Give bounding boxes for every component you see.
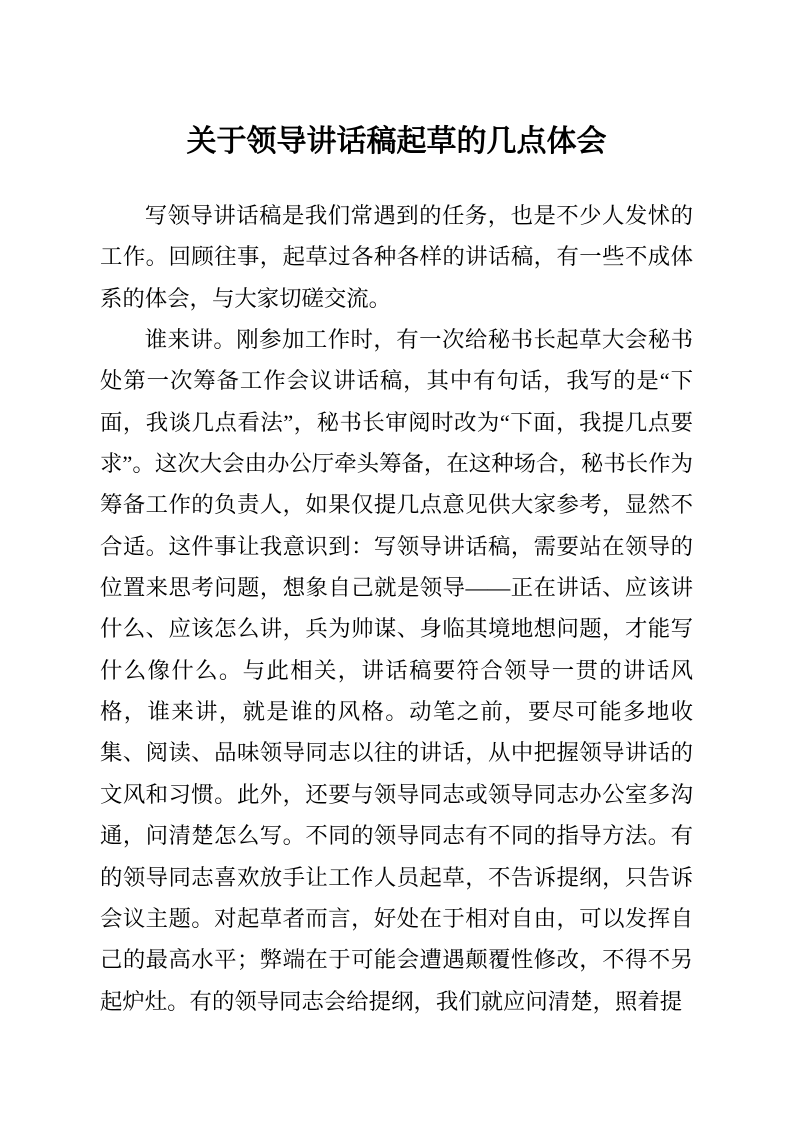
paragraph-who-speaks: 谁来讲。刚参加工作时，有一次给秘书长起草大会秘书处第一次筹备工作会议讲话稿，其中有句话，我写的是“下面，我谈几点看法”，秘书长审阅时改为“下面，我提几点要求”。这次大会由办公厅牵头筹备，在这种场合，秘书长作为筹备工作的负责人，如果仅提几点意见供大家参考，显然不合适。这件事让我意识到：写领导讲话稿，需要站在领导的位置来思考问题，想象自己就是领导——正在讲话、应该讲什么、应该怎么讲，兵为帅谋、身临其境地想问题，才能写什么像什么。与此相关，讲话稿要符合领导一贯的讲话风格，谁来讲，就是谁的风格。动笔之前，要尽可能多地收集、阅读、品味领导同志以往的讲话，从中把握领导讲话的文风和习惯。此外，还要与领导同志或领导同志办公室多沟通，问清楚怎么写。不同的领导同志有不同的指导方法。有的领导同志喜欢放手让工作人员起草，不告诉提纲，只告诉会议主题。对起草者而言，好处在于相对自由，可以发挥自己的最高水平；弊端在于可能会遭遇颠覆性修改，不得不另起炉灶。有的领导同志会给提纲，我们就应问清楚，照着提 [100, 327, 693, 1014]
paragraph-intro: 写领导讲话稿是我们常遇到的任务，也是不少人发怵的工作。回顾往事，起草过各种各样的讲话稿，有一些不成体系的体会，与大家切磋交流。 [100, 203, 693, 311]
document-title: 关于领导讲话稿起草的几点体会 [186, 125, 607, 158]
document-body [100, 195, 693, 1022]
